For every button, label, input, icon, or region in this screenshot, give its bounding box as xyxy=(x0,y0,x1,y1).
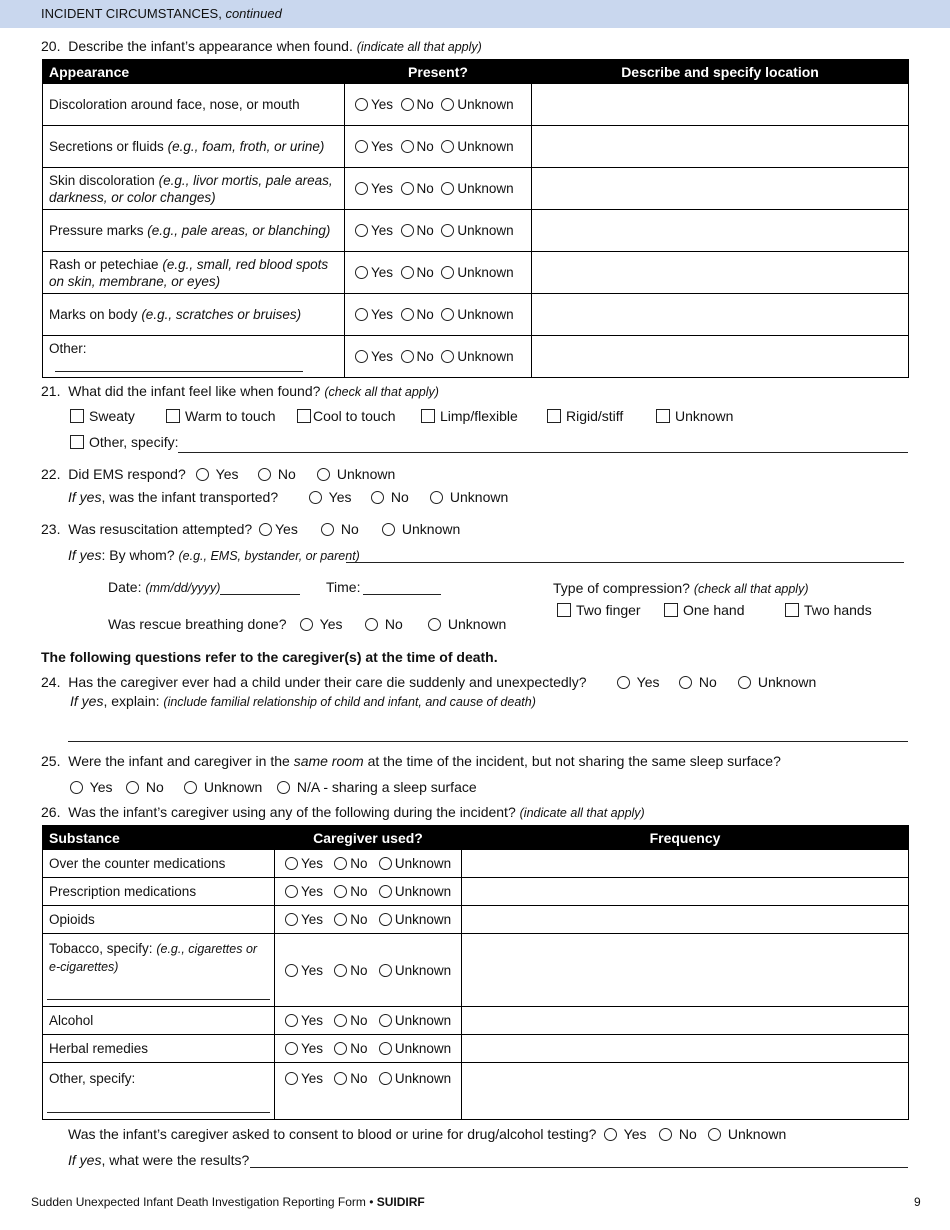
unknown-radio[interactable]: Unknown xyxy=(441,97,513,112)
used-options xyxy=(275,1035,462,1063)
yes-radio[interactable]: Yes xyxy=(355,349,393,364)
q23-no-radio[interactable]: No xyxy=(321,521,359,537)
section-header-band xyxy=(0,0,950,28)
q23-bywhom-field[interactable] xyxy=(346,562,904,563)
q23-prompt: 23. Was resuscitation attempted? xyxy=(41,521,253,537)
present-options xyxy=(345,336,532,378)
q25-na-radio[interactable]: N/A - sharing a sleep surface xyxy=(277,779,477,795)
q22-transport-no-radio[interactable]: No xyxy=(371,489,409,505)
table-row xyxy=(43,850,909,878)
other-appearance-field[interactable] xyxy=(55,359,303,372)
q23-time-label: Time: xyxy=(326,579,361,595)
yes-radio[interactable]: Yes xyxy=(355,97,393,112)
q22-yes-radio[interactable]: Yes xyxy=(196,466,238,482)
q26-prompt: 26. Was the infant’s caregiver using any of the following during the incident? (indicate all that apply) xyxy=(41,804,645,820)
q23-time-field[interactable] xyxy=(363,594,441,595)
unknown-radio[interactable]: Unknown xyxy=(379,884,451,899)
substance-label: Prescription medications xyxy=(43,878,275,906)
appearance-label: Pressure marks (e.g., pale areas, or blanching) xyxy=(43,210,345,252)
unknown-radio[interactable]: Unknown xyxy=(441,265,513,280)
q21-option-sweaty[interactable]: Sweaty xyxy=(70,408,135,424)
q24-prompt: 24. Has the caregiver ever had a child under their care die suddenly and unexpectedly? xyxy=(41,674,587,690)
table-row xyxy=(43,336,909,378)
q25-yes-radio[interactable]: Yes xyxy=(70,779,112,795)
compression-two-hands[interactable]: Two hands xyxy=(785,602,872,618)
appearance-label: Skin discoloration (e.g., livor mortis, pale areas, darkness, or color changes) xyxy=(43,168,345,210)
caregiver-section-heading: The following questions refer to the caregiver(s) at the time of death. xyxy=(41,649,498,665)
table-row xyxy=(43,1063,909,1120)
drug-test-results-label: If yes, what were the results? xyxy=(68,1152,250,1168)
unknown-radio[interactable]: Unknown xyxy=(379,1013,451,1028)
rescue-no-radio[interactable]: No xyxy=(365,616,403,632)
q24-unknown-radio[interactable]: Unknown xyxy=(738,674,816,690)
appearance-table xyxy=(42,59,909,378)
describe-field[interactable] xyxy=(532,252,909,294)
no-radio[interactable]: No xyxy=(334,912,367,927)
q25-prompt: 25. Were the infant and caregiver in the same room at the time of the incident, but not sharing the same sleep surface? xyxy=(41,753,781,769)
col-header-appearance: Appearance xyxy=(43,60,345,84)
yes-radio[interactable]: Yes xyxy=(355,223,393,238)
q21-option-unknown[interactable]: Unknown xyxy=(656,408,733,424)
table-row xyxy=(43,210,909,252)
substance-table xyxy=(42,825,909,1120)
yes-radio[interactable]: Yes xyxy=(285,1041,323,1056)
other-substance-field[interactable] xyxy=(47,1112,270,1113)
describe-field[interactable] xyxy=(532,126,909,168)
q23-compression-label: Type of compression? (check all that apply) xyxy=(553,580,809,596)
q22-followup: If yes, was the infant transported? xyxy=(68,489,279,505)
q21-option-other[interactable]: Other, specify: xyxy=(70,434,178,450)
appearance-label: Discoloration around face, nose, or mouth xyxy=(43,84,345,126)
col-header-present: Present? xyxy=(345,60,532,84)
yes-radio[interactable]: Yes xyxy=(355,265,393,280)
describe-field[interactable] xyxy=(532,210,909,252)
q23-date-label: Date: (mm/dd/yyyy) xyxy=(108,579,221,595)
tobacco-specify-field[interactable] xyxy=(47,999,270,1000)
describe-field[interactable] xyxy=(532,84,909,126)
unknown-radio[interactable]: Unknown xyxy=(379,856,451,871)
present-options xyxy=(345,210,532,252)
unknown-radio[interactable]: Unknown xyxy=(379,963,451,978)
table-row xyxy=(43,252,909,294)
table-row xyxy=(43,294,909,336)
q24-explain: If yes, explain: (include familial relationship of child and infant, and cause of death) xyxy=(70,693,536,709)
unknown-radio[interactable]: Unknown xyxy=(441,223,513,238)
yes-radio[interactable]: Yes xyxy=(355,139,393,154)
frequency-field[interactable] xyxy=(462,850,909,878)
table-row xyxy=(43,1007,909,1035)
q23-bywhom: If yes: By whom? (e.g., EMS, bystander, or parent) xyxy=(68,547,360,563)
yes-radio[interactable]: Yes xyxy=(285,884,323,899)
present-options xyxy=(345,168,532,210)
appearance-label: Other: xyxy=(43,336,345,378)
col-header-frequency: Frequency xyxy=(462,826,909,850)
used-options xyxy=(275,850,462,878)
unknown-radio[interactable]: Unknown xyxy=(379,1071,451,1086)
substance-label: Opioids xyxy=(43,906,275,934)
unknown-radio[interactable]: Unknown xyxy=(441,139,513,154)
describe-field[interactable] xyxy=(532,168,909,210)
q23-date-field[interactable] xyxy=(220,594,300,595)
no-radio[interactable]: No xyxy=(401,97,434,112)
substance-label: Herbal remedies xyxy=(43,1035,275,1063)
frequency-field[interactable] xyxy=(462,1063,909,1120)
footer-form-title: Sudden Unexpected Infant Death Investigation Reporting Form • SUIDIRF xyxy=(31,1195,425,1209)
no-radio[interactable]: No xyxy=(401,349,434,364)
drug-test-unknown-radio[interactable]: Unknown xyxy=(708,1126,786,1142)
q24-explain-field[interactable] xyxy=(68,741,908,742)
table-row xyxy=(43,1035,909,1063)
q21-option-rigid[interactable]: Rigid/stiff xyxy=(547,408,623,424)
no-radio[interactable]: No xyxy=(401,307,434,322)
q22-transport-unknown-radio[interactable]: Unknown xyxy=(430,489,508,505)
yes-radio[interactable]: Yes xyxy=(285,1071,323,1086)
section-title: INCIDENT CIRCUMSTANCES, continued xyxy=(41,6,282,21)
present-options xyxy=(345,84,532,126)
unknown-radio[interactable]: Unknown xyxy=(441,349,513,364)
q24-yes-radio[interactable]: Yes xyxy=(617,674,659,690)
yes-radio[interactable]: Yes xyxy=(285,856,323,871)
q22-transport-yes-radio[interactable]: Yes xyxy=(309,489,351,505)
drug-test-yes-radio[interactable]: Yes xyxy=(604,1126,646,1142)
unknown-radio[interactable]: Unknown xyxy=(441,181,513,196)
drug-test-results-field[interactable] xyxy=(250,1167,908,1168)
table-row xyxy=(43,168,909,210)
no-radio[interactable]: No xyxy=(334,963,367,978)
substance-label: Other, specify: xyxy=(43,1063,275,1120)
drug-test-no-radio[interactable]: No xyxy=(659,1126,697,1142)
no-radio[interactable]: No xyxy=(401,223,434,238)
table-row xyxy=(43,84,909,126)
used-options xyxy=(275,878,462,906)
present-options xyxy=(345,252,532,294)
no-radio[interactable]: No xyxy=(334,1071,367,1086)
frequency-field[interactable] xyxy=(462,934,909,1007)
q23-rescue-label: Was rescue breathing done? xyxy=(108,616,287,632)
present-options xyxy=(345,294,532,336)
q23-unknown-radio[interactable]: Unknown xyxy=(382,521,460,537)
col-header-substance: Substance xyxy=(43,826,275,850)
q22-unknown-radio[interactable]: Unknown xyxy=(317,466,395,482)
drug-test-prompt: Was the infant’s caregiver asked to consent to blood or urine for drug/alcohol testing? xyxy=(68,1126,597,1142)
table-row xyxy=(43,934,909,1007)
q25-unknown-radio[interactable]: Unknown xyxy=(184,779,262,795)
no-radio[interactable]: No xyxy=(334,1013,367,1028)
frequency-field[interactable] xyxy=(462,906,909,934)
yes-radio[interactable]: Yes xyxy=(285,963,323,978)
q21-option-limp[interactable]: Limp/flexible xyxy=(421,408,518,424)
no-radio[interactable]: No xyxy=(401,181,434,196)
col-header-caregiver-used: Caregiver used? xyxy=(275,826,462,850)
q21-prompt: 21. What did the infant feel like when found? (check all that apply) xyxy=(41,383,439,399)
rescue-yes-radio[interactable]: Yes xyxy=(300,616,342,632)
col-header-describe: Describe and specify location xyxy=(532,60,909,84)
used-options xyxy=(275,1063,462,1120)
frequency-field[interactable] xyxy=(462,1007,909,1035)
unknown-radio[interactable]: Unknown xyxy=(379,912,451,927)
q21-other-field[interactable] xyxy=(178,452,908,453)
page-number: 9 xyxy=(914,1195,921,1209)
substance-label: Tobacco, specify: (e.g., cigarettes or e-cigarettes) xyxy=(43,934,275,1007)
table-row xyxy=(43,878,909,906)
q22-prompt: 22. Did EMS respond? xyxy=(41,466,186,482)
no-radio[interactable]: No xyxy=(334,1041,367,1056)
frequency-field[interactable] xyxy=(462,1035,909,1063)
q21-option-cool[interactable]: Cool to touch xyxy=(297,408,396,424)
q24-no-radio[interactable]: No xyxy=(679,674,717,690)
q23-yes-radio[interactable]: Yes xyxy=(259,521,298,537)
used-options xyxy=(275,906,462,934)
q21-option-warm[interactable]: Warm to touch xyxy=(166,408,276,424)
unknown-radio[interactable]: Unknown xyxy=(379,1041,451,1056)
q25-no-radio[interactable]: No xyxy=(126,779,164,795)
no-radio[interactable]: No xyxy=(401,139,434,154)
yes-radio[interactable]: Yes xyxy=(285,1013,323,1028)
compression-one-hand[interactable]: One hand xyxy=(664,602,745,618)
appearance-label: Marks on body (e.g., scratches or bruises) xyxy=(43,294,345,336)
yes-radio[interactable]: Yes xyxy=(355,307,393,322)
no-radio[interactable]: No xyxy=(334,856,367,871)
no-radio[interactable]: No xyxy=(334,884,367,899)
used-options xyxy=(275,934,462,1007)
table-row xyxy=(43,906,909,934)
substance-label: Over the counter medications xyxy=(43,850,275,878)
unknown-radio[interactable]: Unknown xyxy=(441,307,513,322)
q22-no-radio[interactable]: No xyxy=(258,466,296,482)
yes-radio[interactable]: Yes xyxy=(355,181,393,196)
appearance-label: Rash or petechiae (e.g., small, red blood spots on skin, membrane, or eyes) xyxy=(43,252,345,294)
q20-prompt: 20. Describe the infant’s appearance when found. (indicate all that apply) xyxy=(41,38,482,54)
table-row xyxy=(43,126,909,168)
rescue-unknown-radio[interactable]: Unknown xyxy=(428,616,506,632)
no-radio[interactable]: No xyxy=(401,265,434,280)
appearance-label: Secretions or fluids (e.g., foam, froth, or urine) xyxy=(43,126,345,168)
substance-label: Alcohol xyxy=(43,1007,275,1035)
used-options xyxy=(275,1007,462,1035)
frequency-field[interactable] xyxy=(462,878,909,906)
describe-field[interactable] xyxy=(532,336,909,378)
compression-two-finger[interactable]: Two finger xyxy=(557,602,641,618)
present-options xyxy=(345,126,532,168)
yes-radio[interactable]: Yes xyxy=(285,912,323,927)
describe-field[interactable] xyxy=(532,294,909,336)
